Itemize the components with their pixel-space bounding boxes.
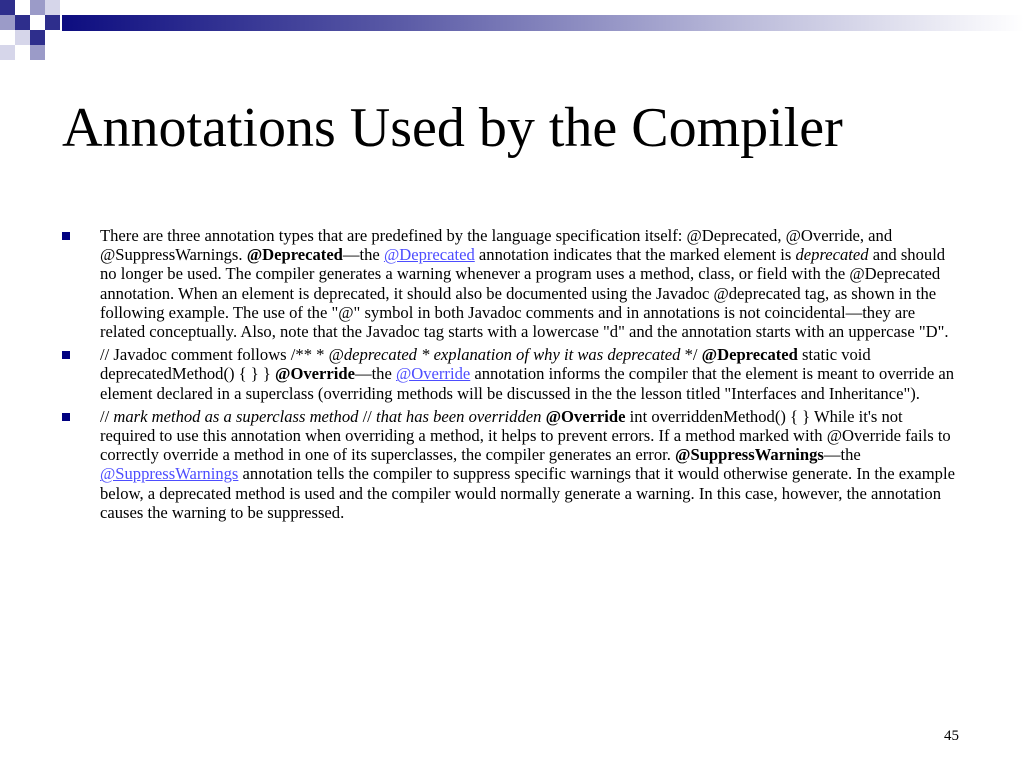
bullet-text: // — [100, 406, 114, 426]
annotation-name: @Override — [545, 406, 626, 426]
bullet-list — [62, 226, 962, 526]
bullet-text: and should no longer be used. The compiler generates a warning whenever a program uses a method, class, or field with the @Deprecated annotation. When an element is deprecated, it should also be documented using the Javadoc @deprecated tag, as shown in the following example. The use of the "@" symbol in both Javadoc comments and in annotations is not coincidental—they are related conceptually. Also, note that the Javadoc tag starts with a lowercase "d" and the annotation starts with an uppercase "D". — [100, 245, 949, 342]
annotation-name: @Override — [275, 364, 355, 384]
bullet-text: annotation tells the compiler to suppress specific warnings that it would otherwise generate. In the example below, a deprecated method is used and the compiler would normally generate a warning. In this case, however, the annotation causes the warning to be suppressed. — [100, 464, 955, 522]
slide-title: Annotations Used by the Compiler — [62, 97, 843, 159]
annotation-name: @Deprecated — [701, 345, 798, 365]
bullet-text: —the — [823, 445, 861, 465]
square-bullet-icon — [62, 351, 70, 359]
annotation-name: @SuppressWarnings — [675, 445, 824, 465]
bullet-text: // — [358, 406, 376, 426]
bullet-text: static void deprecatedMethod() { } } — [100, 345, 871, 384]
italic-text: deprecated — [795, 245, 869, 265]
italic-text: mark method as a superclass method — [113, 406, 359, 426]
corner-square — [45, 15, 60, 30]
bullet-text: */ — [680, 345, 702, 365]
corner-square — [30, 0, 45, 15]
bullet-item — [62, 345, 962, 403]
bullet-text: annotation informs the compiler that the element is meant to override an element declared in a superclass (overriding methods will be discussed in the the lesson titled "Interfaces and Inheritance"). — [100, 364, 955, 403]
bullet-item — [62, 407, 962, 522]
annotation-link[interactable]: @Deprecated — [383, 245, 475, 265]
annotation-name: @Deprecated — [246, 245, 343, 265]
italic-text: deprecated * explanation of why it was deprecated — [343, 345, 681, 365]
corner-square — [0, 15, 15, 30]
header-gradient-bar — [62, 15, 1024, 31]
bullet-text: // Javadoc comment follows /** * @ — [100, 345, 344, 365]
corner-square — [30, 30, 45, 45]
bullet-text: —the — [354, 364, 396, 384]
annotation-link[interactable]: @Override — [395, 364, 471, 384]
corner-square — [15, 0, 30, 15]
bullet-text: There are three annotation types that are predefined by the language specification itself: @Deprecated, @Override, and @SuppressWarnings. — [100, 226, 893, 265]
corner-square — [0, 0, 15, 15]
bullet-text: annotation indicates that the marked element is — [474, 245, 796, 265]
square-bullet-icon — [62, 413, 70, 421]
bullet-text: —the — [342, 245, 384, 265]
corner-square — [30, 15, 45, 30]
bullet-text: int overriddenMethod() { } While it's not required to use this annotation when overriding a method, it helps to prevent errors. If a method marked with @Override fails to correctly override a method in one of its superclasses, the compiler generates an error. — [100, 406, 951, 465]
annotation-link[interactable]: @SuppressWarnings — [100, 464, 239, 484]
corner-square — [15, 15, 30, 30]
square-bullet-icon — [62, 232, 70, 240]
corner-square — [45, 0, 60, 15]
page-number: 45 — [944, 728, 959, 744]
bullet-item — [62, 226, 962, 341]
italic-text: that has been overridden — [375, 406, 542, 426]
corner-square — [30, 45, 45, 60]
corner-square — [15, 30, 30, 45]
corner-square — [0, 45, 15, 60]
